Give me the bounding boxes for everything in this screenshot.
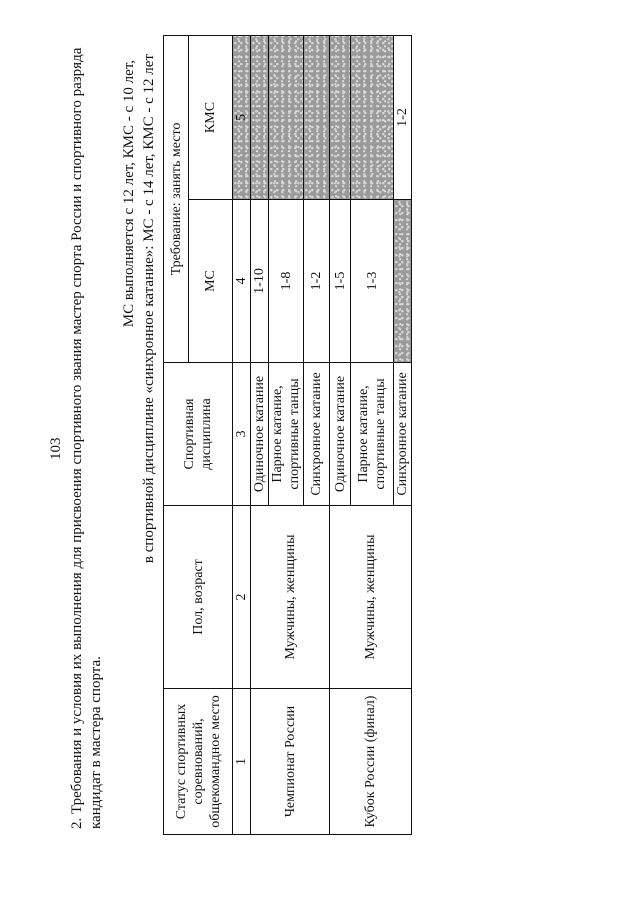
section-heading: 2. Требования и условия их выполнения для присвоения спортивного звания мастер спорта России и спортивного разряда кандидат в мастера спорта. <box>69 47 104 829</box>
gender-cell: Мужчины, женщины <box>251 506 330 689</box>
column-number: 5 <box>233 36 251 200</box>
discipline-cell: Парное катание, спортивные танцы <box>269 363 304 506</box>
kms-cell <box>351 36 394 200</box>
header-ms: МС <box>189 200 233 363</box>
header-discipline: Спортивная дисциплина <box>164 363 233 506</box>
column-number-row <box>233 36 251 835</box>
header-row-1 <box>164 36 189 835</box>
column-number: 2 <box>233 506 251 689</box>
page-number: 103 <box>48 437 64 460</box>
ms-cell: 1-2 <box>304 200 330 363</box>
table-row <box>330 36 351 835</box>
header-kms: КМС <box>189 36 233 200</box>
age-note-1: МС выполняется с 12 лет, КМС - с 10 лет, <box>121 60 137 328</box>
ms-cell: 1-10 <box>251 200 269 363</box>
ms-cell: 1-3 <box>351 200 394 363</box>
gender-cell: Мужчины, женщины <box>330 506 412 689</box>
header-gender-age: Пол, возраст <box>164 506 233 689</box>
kms-cell <box>330 36 351 200</box>
status-cell: Кубок России (финал) <box>330 689 412 835</box>
column-number: 3 <box>233 363 251 506</box>
kms-cell: 1-2 <box>394 36 412 200</box>
requirements-table <box>163 35 412 835</box>
status-cell: Чемпионат России <box>251 689 330 835</box>
discipline-cell: Синхронное катание <box>394 363 412 506</box>
ms-cell <box>394 200 412 363</box>
ms-cell: 1-5 <box>330 200 351 363</box>
discipline-cell: Синхронное катание <box>304 363 330 506</box>
kms-cell <box>251 36 269 200</box>
discipline-cell: Одиночное катание <box>251 363 269 506</box>
table-row <box>251 36 269 835</box>
discipline-cell: Одиночное катание <box>330 363 351 506</box>
age-note-2: в спортивной дисциплине «синхронное катание»: МС - с 14 лет, КМС - с 12 лет <box>141 54 157 564</box>
kms-cell <box>304 36 330 200</box>
column-number: 4 <box>233 200 251 363</box>
ms-cell: 1-8 <box>269 200 304 363</box>
kms-cell <box>269 36 304 200</box>
header-status: Статус спортивных соревнований, общекомандное место <box>164 689 233 835</box>
header-requirement: Требование: занять место <box>164 36 189 363</box>
column-number: 1 <box>233 689 251 835</box>
discipline-cell: Парное катание, спортивные танцы <box>351 363 394 506</box>
